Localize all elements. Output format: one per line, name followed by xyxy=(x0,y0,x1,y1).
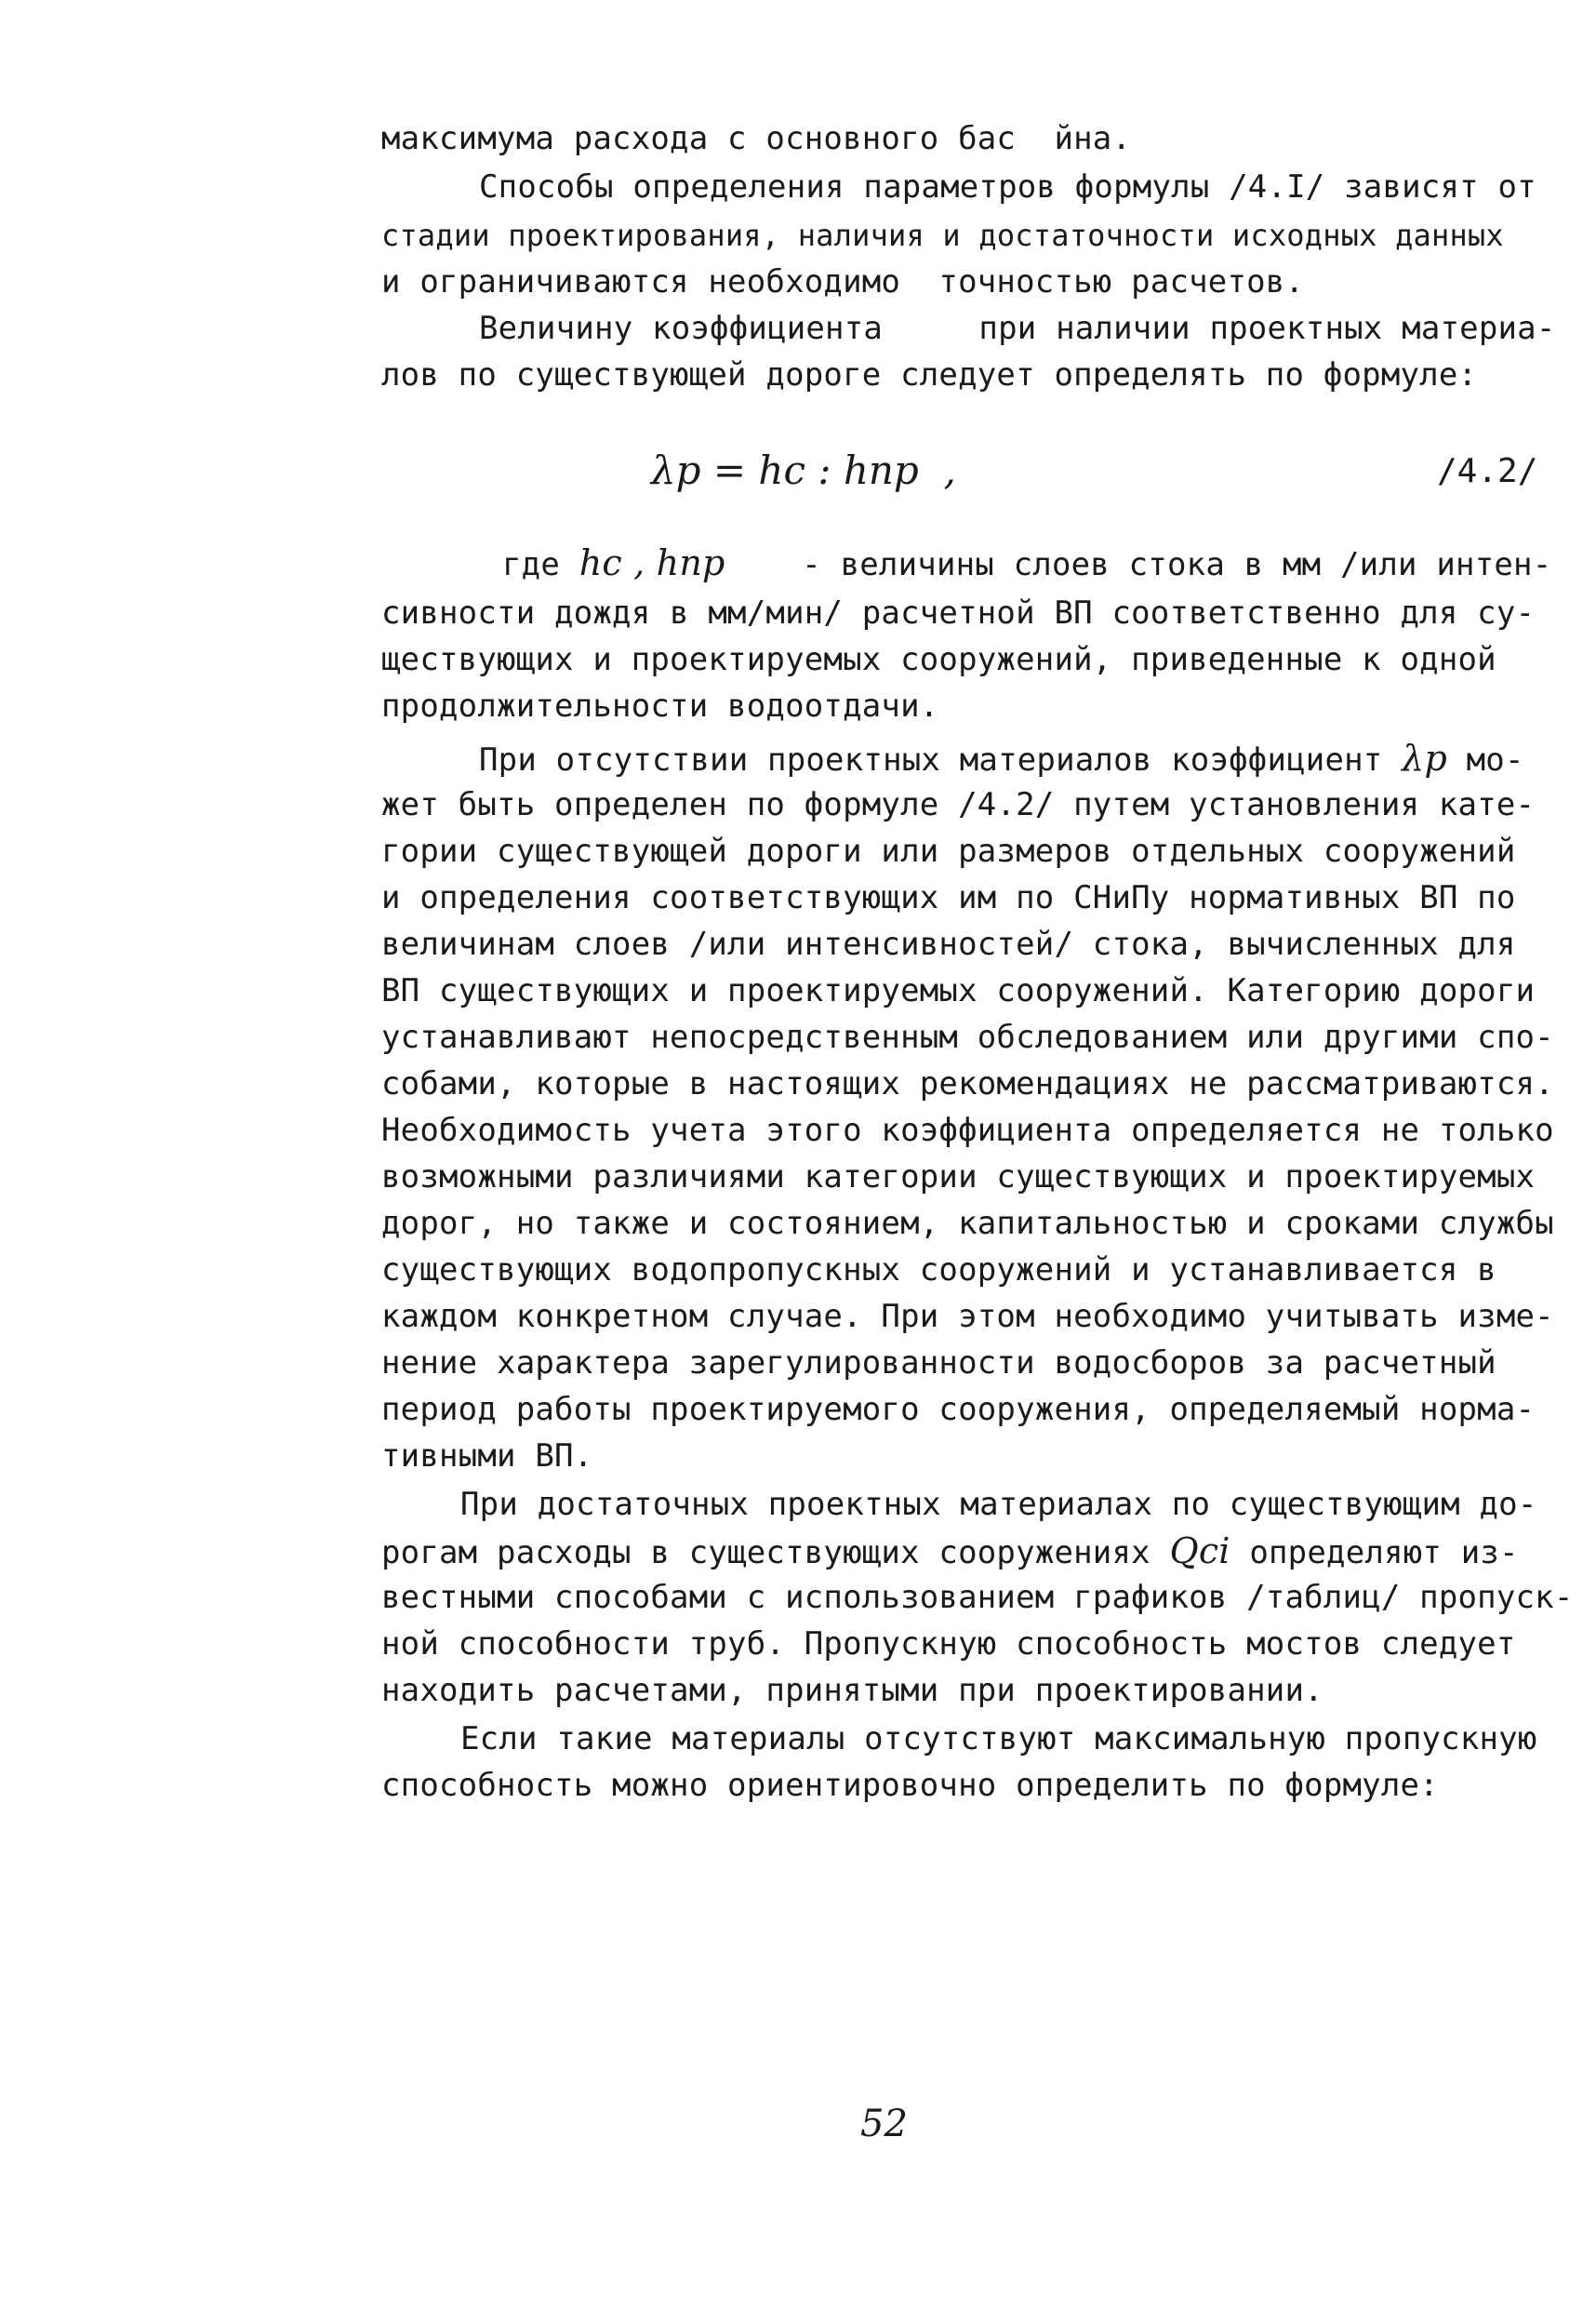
text-segment: рогам расходы в существующих сооружениях xyxy=(381,1534,1150,1571)
text-line: Необходимость учета этого коэффициента определяется не только xyxy=(381,1112,1554,1149)
text-line: способность можно ориентировочно определить по формуле: xyxy=(381,1767,1439,1804)
text-line: устанавливают непосредственным обследованием или другими спо- xyxy=(381,1019,1554,1056)
text-line: сивности дождя в мм/мин/ расчетной ВП соответственно для су- xyxy=(381,594,1536,632)
formula-4-2: λp = hc : hпр , xyxy=(651,447,956,493)
page-number: 52 xyxy=(860,2103,908,2145)
text-line xyxy=(381,1529,1519,1574)
text-line: находить расчетами, принятыми при проектировании. xyxy=(381,1672,1323,1709)
text-line: нение характера зарегулированности водосборов за расчетный xyxy=(381,1344,1496,1382)
formula-number: /4.2/ xyxy=(1437,452,1538,490)
text-line: При достаточных проектных материалах по существующим до- xyxy=(460,1486,1537,1523)
text-line: продолжительности водоотдачи. xyxy=(381,688,939,725)
text-line: ВП существующих и проектируемых сооружений. Категорию дороги xyxy=(381,972,1536,1009)
text-line: гории существующей дороги или размеров отдельных сооружений xyxy=(381,833,1516,870)
text-line: собами, которые в настоящих рекомендациях не рассматриваются. xyxy=(381,1065,1554,1102)
text-line: Способы определения параметров формулы /4.I/ зависят от xyxy=(479,168,1536,206)
text-line: стадии проектирования, наличия и достаточности исходных данных xyxy=(381,218,1504,253)
text-line: Величину коэффициента при наличии проектных материа- xyxy=(479,310,1556,347)
symbol-h: hc , hпр xyxy=(579,542,725,583)
text-segment: При отсутствии проектных материалов коэффициент xyxy=(479,741,1383,779)
text-line: жет быть определен по формуле /4.2/ путем установления кате- xyxy=(381,786,1536,823)
text-line: величинам слоев /или интенсивностей/ стока, вычисленных для xyxy=(381,926,1516,963)
text-line: дорог, но также и состоянием, капитальностью и сроками службы xyxy=(381,1205,1554,1242)
text-segment: мо- xyxy=(1466,741,1524,779)
symbol-lambda-p: λp xyxy=(1402,738,1447,779)
text-segment: определяют из- xyxy=(1249,1534,1519,1571)
text-line: вестными способами с использованием графиков /таблиц/ пропуск- xyxy=(381,1579,1574,1616)
text-line: лов по существующей дороге следует определять по формуле: xyxy=(381,356,1478,394)
text-line: возможными различиями категории существующих и проектируемых xyxy=(381,1158,1536,1195)
text-line xyxy=(479,737,1524,781)
text-line: ществующих и проектируемых сооружений, приведенные к одной xyxy=(381,641,1496,678)
text-line: ной способности труб. Пропускную способность мостов следует xyxy=(381,1625,1516,1663)
text-line: каждом конкретном случае. При этом необходимо учитывать изме- xyxy=(381,1298,1554,1335)
text-line xyxy=(502,541,1551,586)
text-line: и ограничиваются необходимо точностью расчетов. xyxy=(381,263,1305,301)
text-line: тивными ВП. xyxy=(381,1437,593,1475)
text-line: Если такие материалы отсутствуют максимальную пропускную xyxy=(460,1720,1537,1757)
text-line: и определения соответствующих им по СНиПу нормативных ВП по xyxy=(381,879,1516,916)
text-line: существующих водопропускных сооружений и устанавливается в xyxy=(381,1251,1496,1289)
where-word: где xyxy=(502,546,561,583)
text-line: период работы проектируемого сооружения, определяемый норма- xyxy=(381,1391,1536,1428)
symbol-qci: Qсi xyxy=(1169,1530,1230,1571)
definition-text: - величины слоев стока в мм /или интен- xyxy=(802,546,1552,583)
text-line: максимума расхода с основного бас йна. xyxy=(381,120,1132,157)
